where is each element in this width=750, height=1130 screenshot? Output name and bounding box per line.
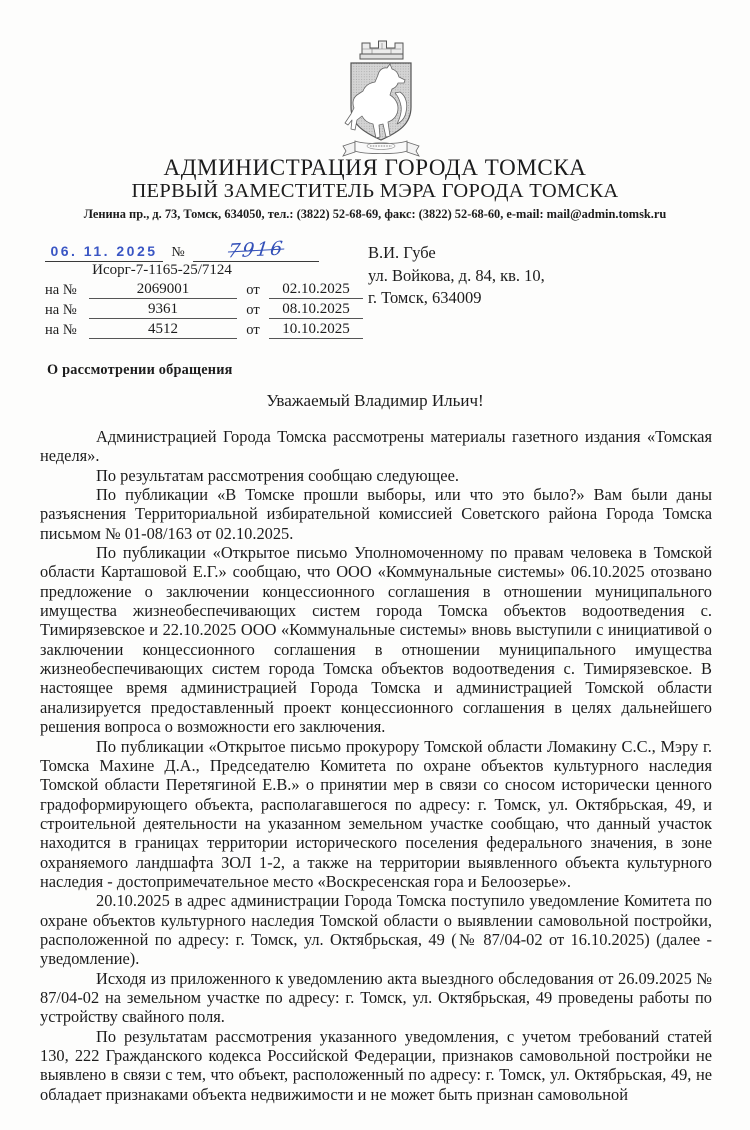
body-paragraph: По результатам рассмотрения указанного уведомления, с учетом требований статей 130, 222 Гражданского кодекса Российской Федерации, признаков самовольной постройки не выявлено в связи с тем, что объект, расположенный по адресу: г. Томск, ул. Октябрьская, 49, не обладает признаками объекта недвижимости и не может быть признан самовольной xyxy=(40,1026,712,1104)
internal-reference: Исорг-7-1165-25/7124 xyxy=(92,262,232,278)
recipient-block xyxy=(368,242,545,310)
organization-name: АДМИНИСТРАЦИЯ ГОРОДА ТОМСКА xyxy=(163,155,587,180)
body-paragraph: Администрацией Города Томска рассмотрены материалы газетного издания «Томская неделя». xyxy=(40,427,712,466)
ribbon xyxy=(343,141,419,156)
body-paragraph: По публикации «Открытое письмо Уполномоченному по правам человека в Томской области Карташовой Е.Г.» сообщаю, что ООО «Коммунальные системы» 06.10.2025 отозвано предложение о заключении концессионного соглашения в отношении муниципального имущества жизнеобеспечивающих систем города Томска объектов водоотведения с. Тимирязевское и 22.10.2025 ООО «Коммунальные системы» вновь выступили с инициативой о заключении концессионного соглашения в отношении муниципального имущества жизнеобеспечивающих систем города Томска объектов водоотведения с. Тимирязевское. В настоящее время администрацией Города Томска и администрацией Томской области анализируется предоставленный проект концессионного соглашения в целях дальнейшего решения вопроса о возможности его заключения. xyxy=(40,543,712,737)
reference-block xyxy=(45,238,363,339)
recipient-name: В.И. Губе xyxy=(368,243,436,262)
from-label: от xyxy=(246,322,260,338)
letter-subject: О рассмотрении обращения xyxy=(47,362,233,378)
body-paragraph: 20.10.2025 в адрес администрации Города Томска поступило уведомление Комитета по охране объектов культурного наследия Томской области о выявлении самовольной постройки, расположенной по адресу: г. Томск, ул. Октябрьская, 49 (№ 87/04-02 от 16.10.2025) (далее - уведомление). xyxy=(40,891,712,969)
department-name: ПЕРВЫЙ ЗАМЕСТИТЕЛЬ МЭРА ГОРОДА ТОМСКА xyxy=(131,180,619,202)
letter-body xyxy=(40,427,712,1104)
recipient-address-line2: г. Томск, 634009 xyxy=(368,288,482,307)
from-label: от xyxy=(246,282,260,298)
recipient-address-line1: ул. Войкова, д. 84, кв. 10, xyxy=(368,265,545,285)
body-paragraph: По публикации «Открытое письмо прокурору Томской области Ломакину С.С., Мэру г. Томска Махине Д.А., Председателю Комитета по охране объектов культурного наследия Томской области Перетягиной Е.В.» о принятии мер в связи со сносом исторически ценного градоформирующего объекта, располагавшегося по адресу: г. Томск, ул. Октябрьская, 49, и строительной деятельности на указанном земельном участке сообщаю, что данный участок находится в границах территории исторического поселения федерального значения, в зоне охраняемого ландшафта ЗОЛ 1-2, а также на территории выявленного объекта культурного наследия - достопримечательное место «Воскресенская гора и Белоозерье». xyxy=(40,736,712,891)
date-stamp: 06. 11. 2025 xyxy=(50,243,158,259)
body-paragraph: По результатам рассмотрения сообщаю следующее. xyxy=(96,465,459,485)
from-label: от xyxy=(246,302,260,318)
handwritten-outgoing-number: 7916 xyxy=(226,237,286,263)
incoming-date: 02.10.2025 xyxy=(269,281,363,299)
incoming-label: на № xyxy=(45,322,77,338)
incoming-number: 9361 xyxy=(89,301,237,319)
incoming-label: на № xyxy=(45,282,77,298)
incoming-number: 4512 xyxy=(89,321,237,339)
incoming-ref-row xyxy=(45,319,363,339)
number-sign: № xyxy=(171,245,185,260)
incoming-ref-row xyxy=(45,279,363,299)
contact-line: Ленина пр., д. 73, Томск, 634050, тел.: (3822) 52-68-69, факс: (3822) 52-68-60, e-mail: mail@admin.tomsk.ru xyxy=(83,207,667,221)
incoming-date: 10.10.2025 xyxy=(269,321,363,339)
crown xyxy=(360,41,403,59)
body-paragraph: Исходя из приложенного к уведомлению акта выездного обследования от 26.09.2025 № 87/04-02 на земельном участке по адресу: г. Томск, ул. Октябрьская, 49 проведены работы по устройству свайного поля. xyxy=(40,968,712,1027)
date-stamp-field xyxy=(45,243,163,262)
outgoing-number-field xyxy=(193,239,319,262)
incoming-ref-row xyxy=(45,299,363,319)
body-paragraph: По публикации «В Томске прошли выборы, или что это было?» Вам были даны разъяснения Территориальной избирательной комиссией Советского района Города Томска письмом № 01-08/163 от 02.10.2025. xyxy=(40,485,712,543)
incoming-label: на № xyxy=(45,302,77,318)
outgoing-number-line xyxy=(45,238,363,262)
incoming-number: 2069001 xyxy=(89,281,237,299)
incoming-date: 08.10.2025 xyxy=(269,301,363,319)
tomsk-coat-of-arms-icon xyxy=(337,34,425,158)
salutation: Уважаемый Владимир Ильич! xyxy=(266,391,484,410)
